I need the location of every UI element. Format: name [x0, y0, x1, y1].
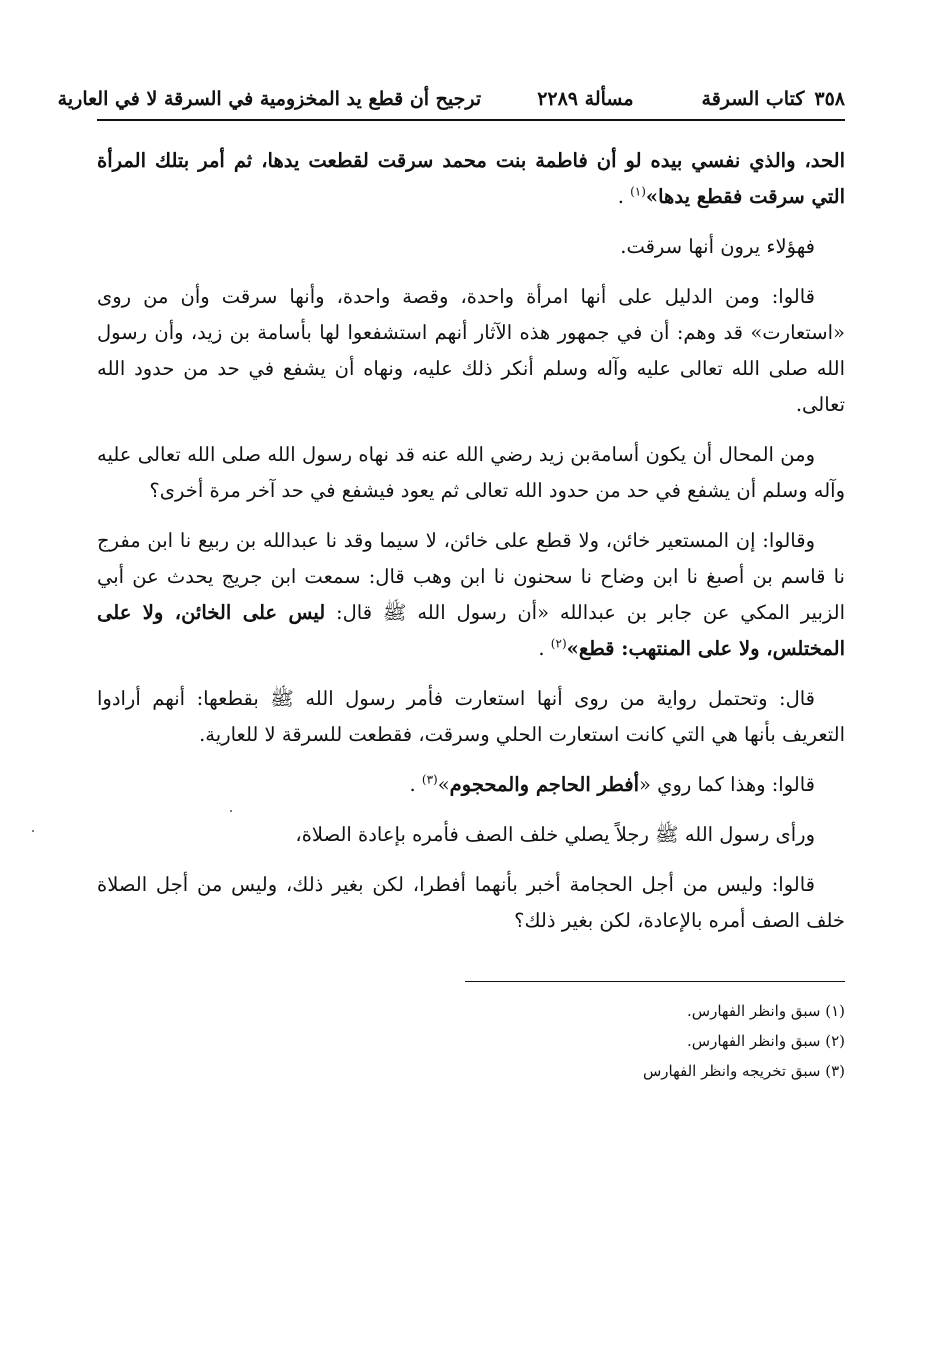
text-run: . — [409, 773, 422, 796]
bold-text: ليس على الخائن، ولا على المختلس، ولا على المنتهب: قطع» — [97, 601, 845, 660]
text-run: فهؤلاء يرون أنها سرقت. — [620, 235, 815, 258]
bold-text: أفطر الحاجم والمحجوم — [449, 773, 640, 796]
text-run: . — [538, 637, 551, 660]
footnote: (٢) سبق وانظر الفهارس. — [687, 1032, 845, 1050]
text-run: وقالوا: إن المستعير خائن، ولا قطع على خائن، لا سيما وقد نا عبدالله بن ربيع نا ابن مفرج نا قاسم بن أصبغ نا ابن وضاح نا سحنون نا ابن وهب قال: سمعت ابن جريج يحدث عن أبي الزبير المكي عن جابر بن عبدالله «أن رسول الله ﷺ قال: — [97, 529, 845, 624]
footnote-ref: (٢) — [550, 636, 567, 651]
paragraph — [97, 681, 845, 753]
paragraph — [97, 229, 845, 265]
footnote-ref: (٣) — [421, 772, 438, 787]
text-run: قالوا: ومن الدليل على أنها امرأة واحدة، وقصة واحدة، وأنها سرقت وأن من روى «استعارت» قد وهم: أن في جمهور هذه الآثار أنهم استشفعوا لها بأسامة بن زيد، وأن رسول الله صلى الله تعالى عليه وآله وسلم أنكر ذلك عليه، ونهاه أن يشفع في حد من حدود الله تعالى. — [97, 285, 845, 416]
text-run: ومن المحال أن يكون أسامةبن زيد رضي الله عنه قد نهاه رسول الله صلى الله تعالى عليه وآله وسلم أن يشفع في حد من حدود الله تعالى ثم يعود فيشفع في حد آخر مرة أخرى؟ — [97, 443, 845, 502]
text-run: قالوا: وليس من أجل الحجامة أخبر بأنهما أفطرا، لكن بغير ذلك، وليس من أجل الصلاة خلف الصف أمره بالإعادة، لكن بغير ذلك؟ — [97, 873, 845, 932]
text-run: قال: وتحتمل رواية من روى أنها استعارت فأمر رسول الله ﷺ بقطعها: أنهم أرادوا التعريف بأنها هي التي كانت استعارت الحلي وسرقت، فقطعت للسرقة لا للعارية. — [97, 687, 845, 746]
paragraph — [97, 767, 845, 803]
scan-speck — [230, 810, 232, 812]
book-page — [57, 88, 845, 1086]
footnote-ref: (١) — [630, 184, 646, 199]
book-title: كتاب السرقة — [701, 88, 805, 110]
footnote: (١) سبق وانظر الفهارس. — [687, 1002, 845, 1020]
paragraph — [97, 143, 845, 215]
paragraph — [97, 867, 845, 939]
issue-number: مسألة ٢٢٨٩ — [537, 88, 634, 110]
main-text — [97, 143, 845, 939]
paragraph — [97, 523, 845, 667]
paragraph — [97, 817, 845, 853]
text-run: ورأى رسول الله ﷺ رجلاً يصلي خلف الصف فأمره بإعادة الصلاة، — [295, 823, 815, 846]
scan-speck — [32, 830, 34, 832]
paragraph — [97, 279, 845, 423]
text-run: قالوا: وهذا كما روي « — [639, 773, 815, 796]
running-header — [57, 88, 845, 121]
footnotes — [97, 996, 845, 1086]
text-run: » — [437, 773, 450, 796]
page-number: ٣٥٨ — [814, 88, 845, 110]
bold-text: الحد، والذي نفسي بيده لو أن فاطمة بنت محمد سرقت لقطعت يدها، ثم أمر بتلك المرأة التي سرقت فقطع يدها» — [97, 149, 845, 208]
text-run: . — [617, 185, 631, 208]
footnote-divider — [465, 981, 845, 982]
section-title: ترجيح أن قطع يد المخزومية في السرقة لا في العارية — [57, 88, 482, 110]
paragraph — [97, 437, 845, 509]
footnote: (٣) سبق تخريجه وانظر الفهارس — [642, 1062, 845, 1080]
